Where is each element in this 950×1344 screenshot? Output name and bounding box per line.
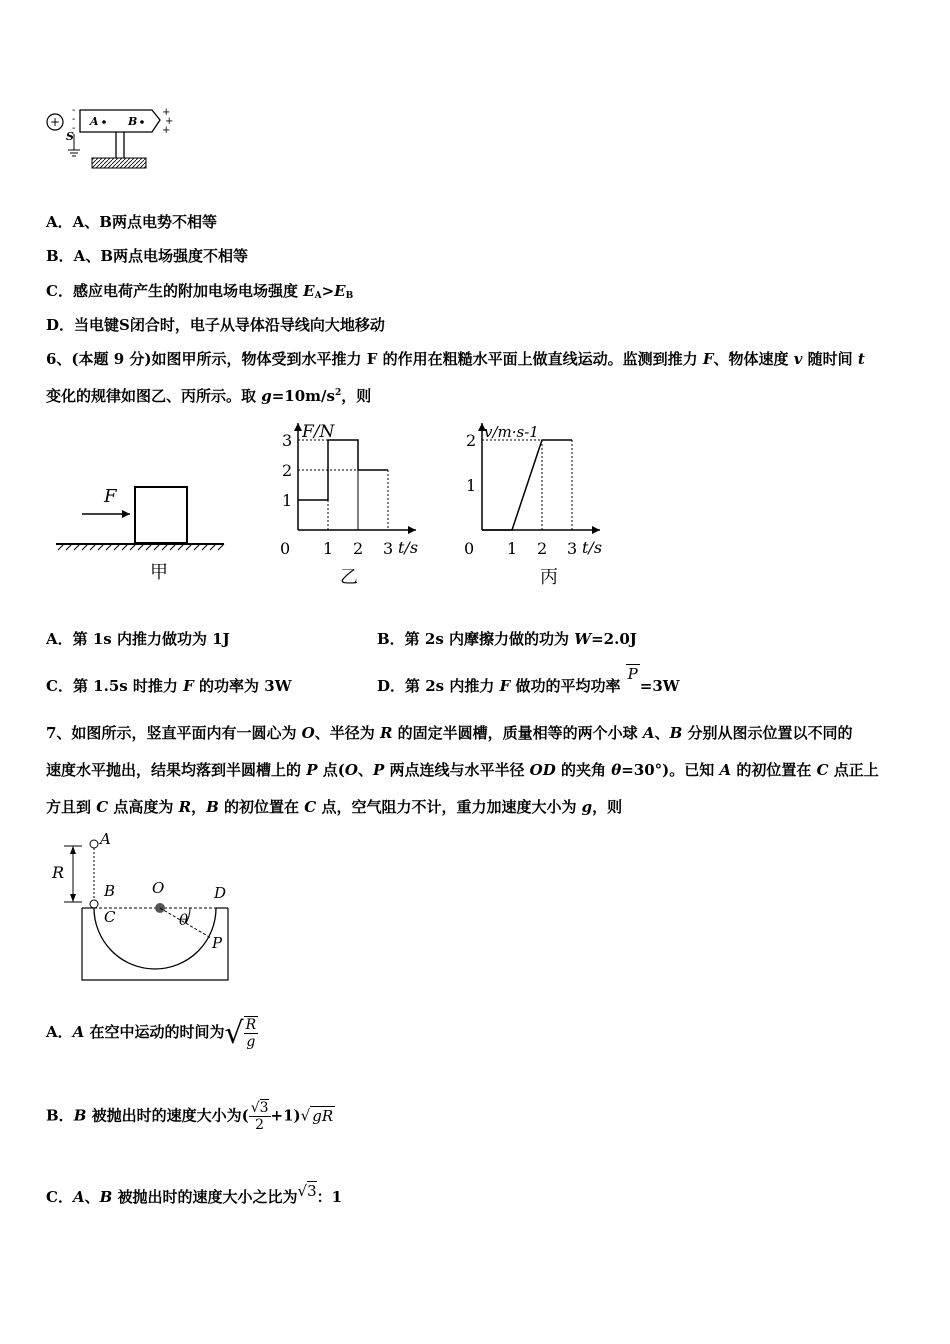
point-d-label: D <box>214 884 227 902</box>
radius-r-label: R <box>52 863 65 882</box>
point-p-label: P <box>212 934 223 952</box>
q5-option-a: A．A、B两点电势不相等 <box>46 213 217 231</box>
svg-text:+: + <box>162 125 171 136</box>
q7-option-a: A．A 在空中运动的时间为√ $\frac{R}{g}$ <box>46 1016 257 1051</box>
q7-option-b: B．B 被抛出时的速度大小为( $\frac{√3}{2}$ +1)√ gR <box>46 1100 334 1133</box>
q6-option-d: D．第 2s 内推力 F 做功的平均功率 P=3W <box>377 665 680 695</box>
q7-stem-line2: 速度水平抛出，结果均落到半圆槽上的 P 点(O、P 两点连线与水平半径 OD 的夹角 θ=30°)。已知 A 的初位置在 C 点正上 <box>46 761 879 779</box>
bing-xtick-1: 1 <box>507 539 518 558</box>
force-f-label: F <box>104 486 117 507</box>
yi-xtick-0: 0 <box>280 539 291 558</box>
point-b-label: B <box>128 115 138 128</box>
yi-ytick-1: 1 <box>282 491 293 510</box>
yi-xtick-2: 2 <box>353 539 364 558</box>
bing-xtick-3: 3 <box>567 539 578 558</box>
caption-jia: 甲 <box>150 562 168 583</box>
bing-xtick-0: 0 <box>464 539 475 558</box>
q7-stem-line1: 7、如图所示，竖直平面内有一圆心为 O、半径为 R 的固定半圆槽，质量相等的两个小球 A、B 分别从图示位置以不同的 <box>46 724 853 742</box>
q7-option-c: C．A、B 被抛出时的速度大小之比为√3：1 <box>46 1182 343 1206</box>
point-b-fig-label: B <box>104 882 116 900</box>
figure-jia <box>52 470 232 585</box>
yi-xtick-3: 3 <box>383 539 394 558</box>
bing-xtick-2: 2 <box>537 539 548 558</box>
yi-xlabel: t/s <box>398 538 419 557</box>
q6-option-a: A．第 1s 内推力做功为 1J <box>46 630 230 648</box>
yi-ytick-2: 2 <box>282 461 293 480</box>
bing-xlabel: t/s <box>582 538 603 557</box>
yi-ylabel: F/N <box>302 422 335 442</box>
plus-charge-label: + <box>50 115 61 129</box>
yi-xtick-1: 1 <box>323 539 334 558</box>
conductor-figure <box>44 100 184 180</box>
yi-ytick-3: 3 <box>282 431 293 450</box>
q6-stem-line1: 6、(本题 9 分)如图甲所示，物体受到水平推力 F 的作用在粗糙水平面上做直线运动。监测到推力 F、物体速度 v 随时间 t <box>46 350 865 368</box>
svg-text:+: + <box>165 116 174 127</box>
chart-yi <box>278 415 428 590</box>
bing-ylabel: v/m·s-1 <box>484 423 539 441</box>
svg-text:-: - <box>72 114 76 125</box>
q5-option-d: D．当电键S闭合时，电子从导体沿导线向大地移动 <box>46 316 385 334</box>
caption-bing: 丙 <box>540 567 558 588</box>
point-c-label: C <box>104 908 116 926</box>
svg-text:-: - <box>72 105 76 116</box>
switch-s-label: S <box>66 130 74 143</box>
bing-ytick-2: 2 <box>466 431 477 450</box>
point-a-label: A <box>90 115 99 128</box>
groove-figure <box>44 830 244 990</box>
caption-yi: 乙 <box>340 567 358 588</box>
q6-stem-line2: 变化的规律如图乙、丙所示。取 $g=10m/s^2$，则 <box>46 387 372 405</box>
q7-stem-line3: 方且到 C 点高度为 R，B 的初位置在 C 点，空气阻力不计，重力加速度大小为 g，则 <box>46 798 623 816</box>
q5-option-c: C．感应电荷产生的附加电场电场强度 $E_A>E_B$ <box>46 282 354 301</box>
angle-theta-label: θ <box>179 911 189 929</box>
q6-option-c: C．第 1.5s 时推力 F 的功率为 3W <box>46 677 292 695</box>
svg-text:-: - <box>72 123 76 134</box>
q6-option-b: B．第 2s 内摩擦力做的功为 W=2.0J <box>377 630 637 648</box>
ball-a-label: A <box>100 830 111 848</box>
svg-text:+: + <box>162 107 171 118</box>
q5-option-b: B．A、B两点电场强度不相等 <box>46 247 248 265</box>
bing-ytick-1: 1 <box>466 476 477 495</box>
chart-bing <box>462 415 612 590</box>
center-o-label: O <box>152 879 165 897</box>
